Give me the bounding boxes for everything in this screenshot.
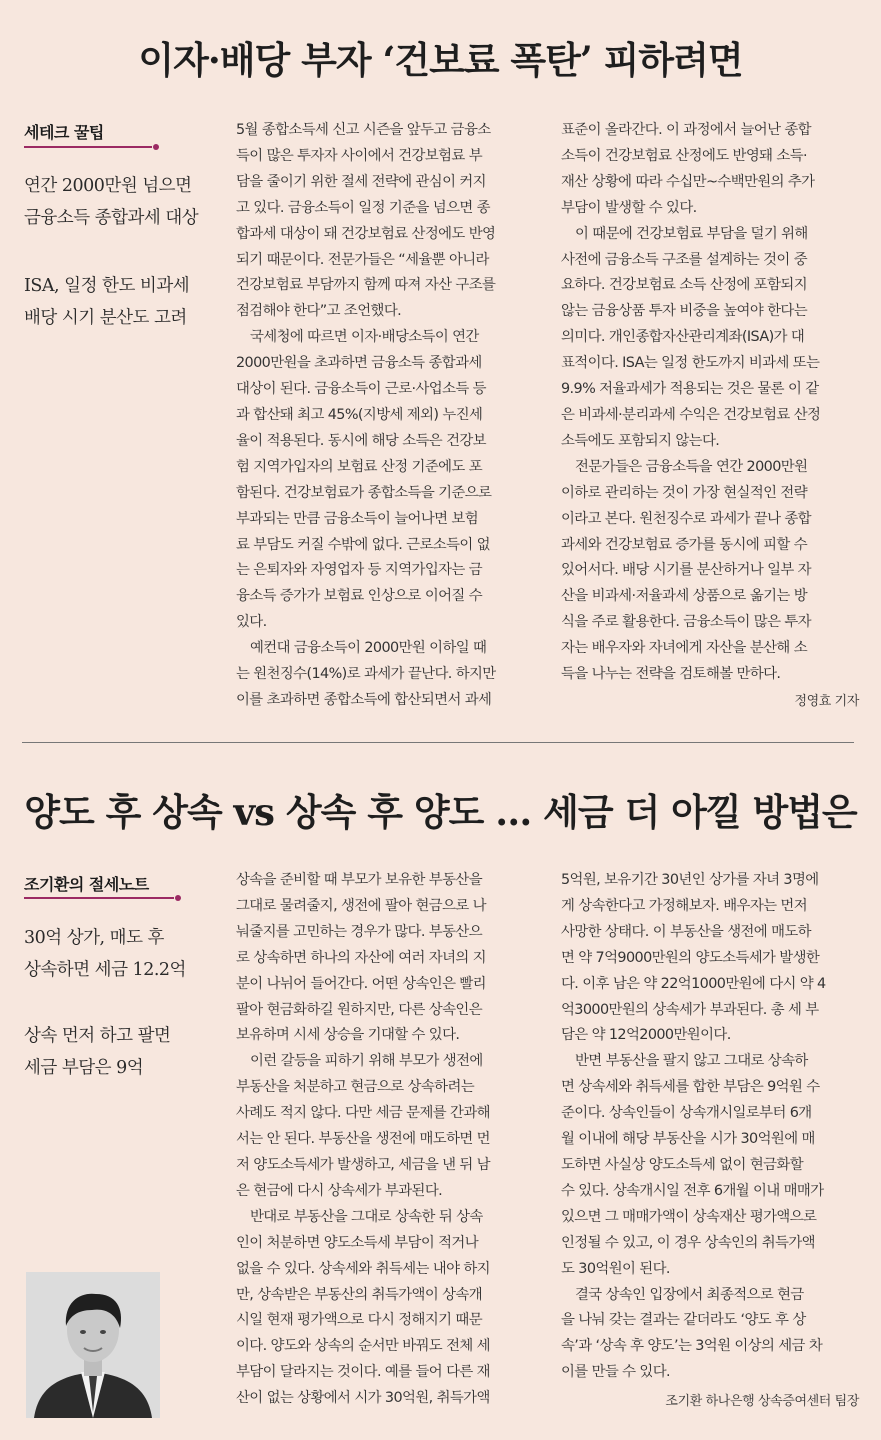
article1-subhead-1 — [24, 170, 224, 234]
body-text-line: 분이 나뉘어 들어간다. 어떤 상속인은 빨리 — [236, 975, 486, 992]
body-text-line: 속’과 ‘상속 후 양도’는 3억원 이상의 세금 차 — [561, 1338, 823, 1355]
body-text-line: 사례도 적지 않다. 다만 세금 문제를 간과해 — [236, 1105, 490, 1122]
body-text-line: 재산 상황에 따라 수십만~수백만원의 추가 — [561, 173, 815, 190]
body-text-line: 이 때문에 건강보험료 부담을 덜기 위해 — [575, 225, 808, 242]
body-text-line: 함된다. 건강보험료가 종합소득을 기준으로 — [236, 484, 492, 501]
body-text-line: 로 상속하면 하나의 자산에 여러 자녀의 지 — [236, 949, 486, 966]
body-text-line: 사망한 상태다. 이 부동산을 생전에 매도하 — [561, 923, 811, 940]
body-text-line: 담을 줄이기 위한 절세 전략에 관심이 커지 — [236, 173, 486, 190]
body-text-line: 융소득 증가가 보험료 인상으로 이어질 수 — [236, 588, 482, 605]
body-text-line: 득이 많은 투자자 사이에서 건강보험료 부 — [236, 147, 482, 164]
body-text-line: 수 있다. 상속개시일 전후 6개월 이내 매매가 — [561, 1182, 824, 1199]
body-text-line: 월 이내에 해당 부동산을 시가 30억원에 매 — [561, 1131, 815, 1148]
body-text-line: 억3000만원의 상속세가 부과된다. 총 세 부 — [561, 1001, 819, 1018]
article1-body-column-2 — [561, 118, 861, 688]
body-text-line: 부담이 달라지는 것이다. 예를 들어 다른 재 — [236, 1364, 490, 1381]
body-text-line: 는 은퇴자와 자영업자 등 지역가입자는 금 — [236, 562, 482, 579]
author-photo — [26, 1272, 160, 1418]
body-text-line: 다. 이후 남은 약 22억1000만원에 다시 약 4 — [561, 975, 826, 992]
body-text-line: 표준이 올라간다. 이 과정에서 늘어난 종합 — [561, 122, 811, 138]
article1-subhead-2 — [24, 270, 224, 334]
body-text-line: 보유하며 시세 상승을 기대할 수 있다. — [236, 1027, 460, 1044]
body-text-line: 도하면 사실상 양도소득세 없이 현금화할 — [561, 1156, 804, 1173]
article2-subhead-2 — [24, 1020, 224, 1084]
body-text-line: 전문가들은 금융소득을 연간 2000만원 — [575, 458, 808, 475]
body-text-line: 있다. — [236, 614, 267, 631]
body-text-line: 율이 적용된다. 동시에 해당 소득은 건강보 — [236, 432, 486, 449]
article1-body-column-1 — [236, 118, 541, 714]
body-text-line: 이를 초과하면 종합소득에 합산되면서 과세 — [236, 691, 492, 708]
body-text-line: 면 약 7억9000만원의 양도소득세가 발생한 — [561, 949, 820, 966]
body-text-line: 팔아 현금화하길 원하지만, 다른 상속인은 — [236, 1001, 482, 1018]
body-text-line: 5억원, 보유기간 30년인 상가를 자녀 3명에 — [561, 872, 819, 888]
article2-section-label: 조기환의 절세노트 — [24, 875, 149, 894]
body-text-line: 을 나눠 갖는 결과는 같더라도 ‘양도 후 상 — [561, 1312, 806, 1329]
article2-subhead-1 — [24, 922, 224, 986]
body-text-line: 이런 갈등을 피하기 위해 부모가 생전에 — [250, 1053, 483, 1070]
subhead-line: ISA, 일정 한도 비과세 — [24, 276, 190, 296]
subhead-line: 연간 2000만원 넘으면 — [24, 176, 192, 196]
subhead-line: 금융소득 종합과세 대상 — [24, 208, 199, 228]
body-text-line: 은 현금에 다시 상속세가 부과된다. — [236, 1182, 443, 1199]
body-text-line: 담은 약 12억2000만원이다. — [561, 1027, 731, 1044]
body-text-line: 인정될 수 있고, 이 경우 상속인의 취득가액 — [561, 1234, 815, 1251]
body-text-line: 상속을 준비할 때 부모가 보유한 부동산을 — [236, 872, 482, 888]
body-text-line: 식을 주로 활용한다. 금융소득이 많은 투자 — [561, 614, 811, 631]
body-text-line: 있어서다. 배당 시기를 분산하거나 일부 자 — [561, 562, 811, 579]
body-text-line: 은 비과세·분리과세 수익은 건강보험료 산정 — [561, 406, 821, 423]
body-text-line: 부담이 발생할 수 있다. — [561, 199, 697, 216]
body-text-line: 이라고 본다. 원천징수로 과세가 끝나 종합 — [561, 510, 811, 527]
body-text-line: 료 부담도 커질 수밖에 없다. 근로소득이 없 — [236, 536, 490, 553]
body-text-line: 부동산을 처분하고 현금으로 상속하려는 — [236, 1079, 475, 1096]
article-divider — [22, 742, 854, 743]
body-text-line: 합과세 대상이 돼 건강보험료 산정에도 반영 — [236, 225, 496, 242]
body-text-line: 건강보험료 부담까지 함께 따져 자산 구조를 — [236, 277, 496, 294]
subhead-line: 세금 부담은 9억 — [24, 1058, 144, 1078]
body-text-line: 면 상속세와 취득세를 합한 부담은 9억원 수 — [561, 1079, 820, 1096]
body-text-line: 소득이 건강보험료 산정에도 반영돼 소득· — [561, 147, 807, 164]
body-text-line: 부과되는 만큼 금융소득이 늘어나면 보험 — [236, 510, 479, 527]
body-text-line: 눠줄지를 고민하는 경우가 많다. 부동산으 — [236, 923, 482, 940]
body-text-line: 이를 만들 수 있다. — [561, 1364, 671, 1381]
body-text-line: 과세와 건강보험료 증가를 동시에 피할 수 — [561, 536, 807, 553]
subhead-line: 30억 상가, 매도 후 — [24, 928, 164, 948]
body-text-line: 반대로 부동산을 그대로 상속한 뒤 상속 — [250, 1208, 483, 1225]
body-text-line: 예컨대 금융소득이 2000만원 이하일 때 — [250, 640, 487, 657]
subhead-line: 상속 먼저 하고 팔면 — [24, 1026, 171, 1046]
article2-body-column-2 — [561, 868, 861, 1386]
body-text-line: 않는 금융상품 투자 비중을 높여야 한다는 — [561, 303, 807, 320]
body-text-line: 있으면 그 매매가액이 상속재산 평가액으로 — [561, 1208, 817, 1225]
body-text-line: 의미다. 개인종합자산관리계좌(ISA)가 대 — [561, 329, 805, 346]
body-text-line: 대상이 된다. 금융소득이 근로·사업소득 등 — [236, 381, 486, 398]
body-text-line: 과 합산돼 최고 45%(지방세 제외) 누진세 — [236, 406, 483, 423]
article2-body-column-1 — [236, 868, 541, 1412]
body-text-line: 표적이다. ISA는 일정 한도까지 비과세 또는 — [561, 355, 820, 372]
body-text-line: 반면 부동산을 팔지 않고 그대로 상속하 — [575, 1053, 808, 1070]
body-text-line: 국세청에 따르면 이자·배당소득이 연간 — [250, 329, 479, 346]
subhead-line: 상속하면 세금 12.2억 — [24, 960, 186, 980]
body-text-line: 소득에도 포함되지 않는다. — [561, 432, 720, 449]
body-text-line: 이하로 관리하는 것이 가장 현실적인 전략 — [561, 484, 807, 501]
subhead-line: 배당 시기 분산도 고려 — [24, 308, 187, 328]
body-text-line: 시일 현재 평가액으로 다시 정해지기 때문 — [236, 1312, 482, 1329]
body-text-line: 서는 안 된다. 부동산을 생전에 매도하면 먼 — [236, 1131, 490, 1148]
article1-label-underline — [24, 146, 152, 148]
body-text-line: 저 양도소득세가 발생하고, 세금을 낸 뒤 남 — [236, 1156, 490, 1173]
body-text-line: 이다. 양도와 상속의 순서만 바꿔도 전체 세 — [236, 1338, 490, 1355]
body-text-line: 인이 처분하면 양도소득세 부담이 적거나 — [236, 1234, 479, 1251]
body-text-line: 게 상속한다고 가정해보자. 배우자는 먼저 — [561, 897, 807, 914]
body-text-line: 결국 상속인 입장에서 최종적으로 현금 — [575, 1286, 804, 1303]
article1-byline: 정영효 기자 — [794, 694, 859, 709]
body-text-line: 산을 비과세·저율과세 상품으로 옮기는 방 — [561, 588, 807, 605]
body-text-line: 5월 종합소득세 신고 시즌을 앞두고 금융소 — [236, 122, 491, 138]
body-text-line: 없을 수 있다. 상속세와 취득세는 내야 하지 — [236, 1260, 490, 1277]
body-text-line: 자는 배우자와 자녀에게 자산을 분산해 소 — [561, 640, 807, 657]
body-text-line: 요하다. 건강보험료 소득 산정에 포함되지 — [561, 277, 807, 294]
body-text-line: 준이다. 상속인들이 상속개시일로부터 6개 — [561, 1105, 812, 1122]
body-text-line: 점검해야 한다”고 조언했다. — [236, 303, 402, 320]
article2-headline: 양도 후 상속 vs 상속 후 양도 … 세금 더 아낄 방법은 — [24, 790, 857, 834]
body-text-line: 득을 나누는 전략을 검토해볼 만하다. — [561, 666, 781, 683]
article1-headline: 이자·배당 부자 ‘건보료 폭탄’ 피하려면 — [138, 38, 743, 82]
body-text-line: 사전에 금융소득 구조를 설계하는 것이 중 — [561, 251, 807, 268]
body-text-line: 되기 때문이다. 전문가들은 “세율뿐 아니라 — [236, 251, 489, 268]
body-text-line: 험 지역가입자의 보험료 산정 기준에도 포 — [236, 458, 482, 475]
article1-section-label: 세테크 꿀팁 — [24, 123, 104, 142]
body-text-line: 만, 상속받은 부동산의 취득가액이 상속개 — [236, 1286, 482, 1303]
body-text-line: 9.9% 저율과세가 적용되는 것은 물론 이 같 — [561, 381, 819, 398]
author-portrait-icon — [26, 1272, 160, 1418]
body-text-line: 도 30억원이 된다. — [561, 1260, 670, 1277]
body-text-line: 는 원천징수(14%)로 과세가 끝난다. 하지만 — [236, 666, 496, 683]
article2-label-underline — [24, 897, 174, 899]
body-text-line: 고 있다. 금융소득이 일정 기준을 넘으면 종 — [236, 199, 490, 216]
body-text-line: 2000만원을 초과하면 금융소득 종합과세 — [236, 355, 482, 372]
body-text-line: 그대로 물려줄지, 생전에 팔아 현금으로 나 — [236, 897, 486, 914]
article2-byline: 조기환 하나은행 상속증여센터 팀장 — [665, 1394, 859, 1409]
body-text-line: 산이 없는 상황에서 시가 30억원, 취득가액 — [236, 1390, 490, 1407]
